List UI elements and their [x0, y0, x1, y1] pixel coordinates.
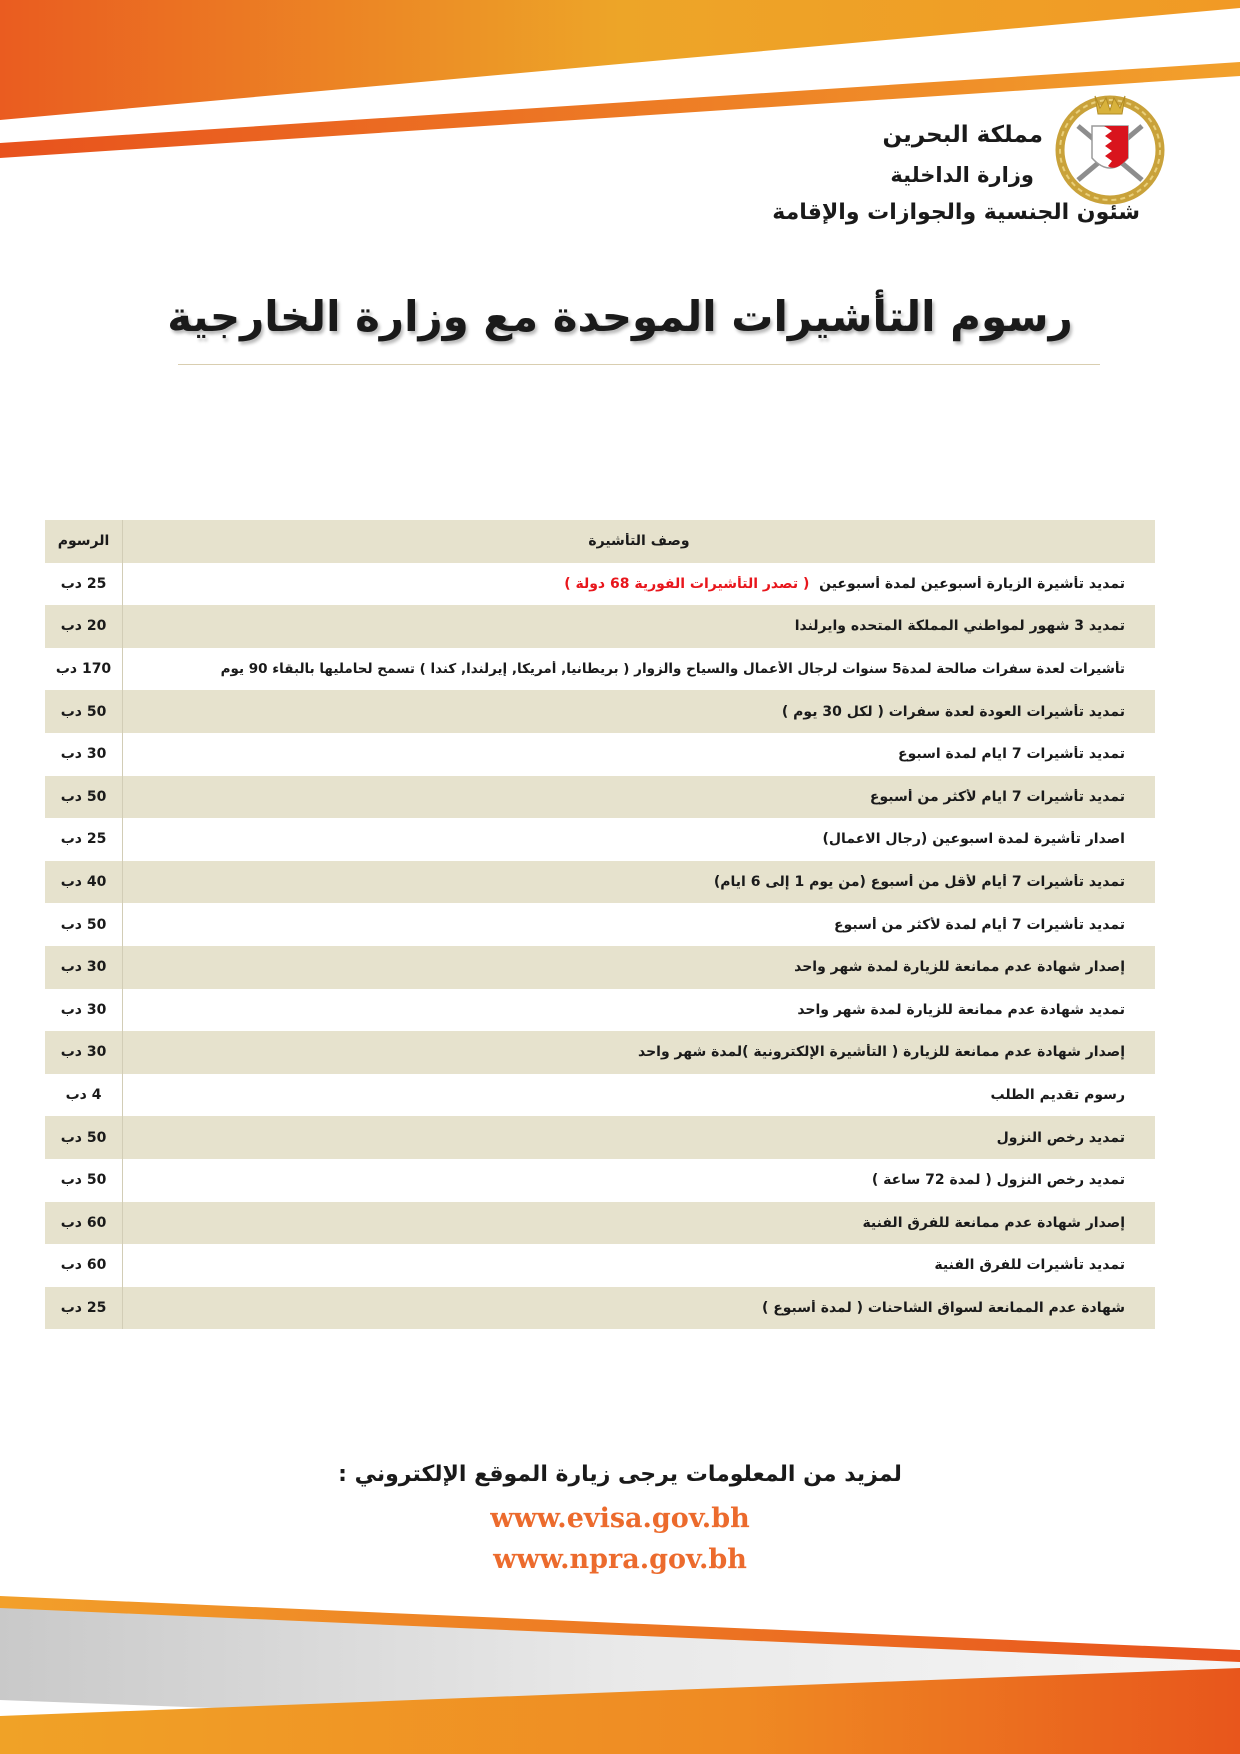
kingdom-name: مملكة البحرين [882, 122, 1043, 148]
visa-fees-table [45, 520, 1155, 1329]
evisa-website-link[interactable]: www.evisa.gov.bh [490, 1503, 750, 1534]
row-fee: 50 دب [45, 1116, 123, 1159]
table-row [45, 733, 1155, 776]
row-fee: 50 دب [45, 903, 123, 946]
bahrain-police-emblem-icon [1050, 88, 1170, 208]
row-description: شهادة عدم الممانعة لسواق الشاحنات ( لمدة أسبوع ) [761, 1299, 1125, 1316]
table-row [45, 690, 1155, 733]
row-description: رسوم تقديم الطلب [990, 1087, 1125, 1104]
row-description: اصدار تأشيرة لمدة اسبوعين (رجال الاعمال) [822, 831, 1125, 848]
row-description: تمديد تأشيرات للفرق الفنية [934, 1257, 1125, 1274]
row-fee: 4 دب [45, 1074, 123, 1117]
table-row [45, 861, 1155, 904]
row-fee: 30 دب [45, 733, 123, 776]
row-fee: 50 دب [45, 1159, 123, 1202]
table-row [45, 1116, 1155, 1159]
row-description: تمديد تأشيرات 7 ايام لمدة اسبوع [898, 746, 1125, 763]
more-info-label: لمزيد من المعلومات يرجى زيارة الموقع الإلكتروني : [338, 1462, 902, 1487]
table-row [45, 605, 1155, 648]
row-fee: 30 دب [45, 989, 123, 1032]
row-description: إصدار شهادة عدم ممانعة للزيارة ( التأشيرة الإلكترونية )لمدة شهر واحد [638, 1044, 1125, 1061]
title-divider [178, 364, 1100, 365]
table-row [45, 946, 1155, 989]
table-row [45, 903, 1155, 946]
row-description: تأشيرات لعدة سفرات صالحة لمدة5 سنوات لرجال الأعمال والسياح والزوار ( بريطانيا, أمريكا, إيرلندا, كندا ) تسمح لحامليها بالبقاء 90 يوم [220, 661, 1125, 678]
row-description: تمديد تأشيرات 7 ايام لأكثر من أسبوع [869, 788, 1125, 805]
table-row [45, 1074, 1155, 1117]
table-row [45, 818, 1155, 861]
table-row [45, 1287, 1155, 1330]
row-fee: 50 دب [45, 776, 123, 819]
row-description: تمديد تأشيرات العودة لعدة سفرات ( لكل 30 يوم ) [781, 703, 1125, 720]
table-row [45, 776, 1155, 819]
header-description: وصف التأشيرة [588, 533, 690, 550]
row-fee: 40 دب [45, 861, 123, 904]
ministry-name: وزارة الداخلية [890, 163, 1034, 187]
table-row [45, 1244, 1155, 1287]
row-description: إصدار شهادة عدم ممانعة للزيارة لمدة شهر واحد [794, 959, 1125, 976]
row-description-text: تمديد تأشيرة الزيارة أسبوعين لمدة أسبوعين [819, 575, 1125, 592]
bottom-decorative-band [0, 1596, 1240, 1754]
table-row [45, 1202, 1155, 1245]
row-fee: 25 دب [45, 818, 123, 861]
row-description: تمديد شهادة عدم ممانعة للزيارة لمدة شهر واحد [797, 1001, 1125, 1018]
table-row [45, 648, 1155, 691]
row-fee: 60 دب [45, 1244, 123, 1287]
row-note: ( تصدر التأشيرات الفورية 68 دولة ) [564, 575, 810, 592]
npra-website-link[interactable]: www.npra.gov.bh [493, 1544, 747, 1575]
row-fee: 60 دب [45, 1202, 123, 1245]
row-description: تمديد تأشيرات 7 أيام لأقل من أسبوع (من يوم 1 إلى 6 ايام) [713, 874, 1125, 891]
row-fee: 170 دب [45, 648, 123, 691]
row-fee: 20 دب [45, 605, 123, 648]
row-description: تمديد رخص النزول [996, 1129, 1125, 1146]
table-row [45, 1159, 1155, 1202]
row-description [123, 576, 1155, 592]
table-row [45, 563, 1155, 606]
row-description: تمديد تأشيرات 7 أيام لمدة لأكثر من أسبوع [834, 916, 1125, 933]
table-row [45, 989, 1155, 1032]
row-fee: 25 دب [45, 1287, 123, 1330]
row-fee: 50 دب [45, 690, 123, 733]
row-description: إصدار شهادة عدم ممانعة للفرق الفنية [862, 1214, 1125, 1231]
row-description: تمديد 3 شهور لمواطني المملكة المتحده وايرلندا [794, 618, 1125, 635]
row-fee: 30 دب [45, 946, 123, 989]
row-fee: 25 دب [45, 563, 123, 606]
table-header-row [45, 520, 1155, 563]
page-title: رسوم التأشيرات الموحدة مع وزارة الخارجية [167, 292, 1073, 341]
header-fee: الرسوم [45, 520, 123, 563]
table-row [45, 1031, 1155, 1074]
row-description: تمديد رخص النزول ( لمدة 72 ساعة ) [871, 1172, 1125, 1189]
directorate-name: شئون الجنسية والجوازات والإقامة [772, 200, 1140, 225]
row-fee: 30 دب [45, 1031, 123, 1074]
